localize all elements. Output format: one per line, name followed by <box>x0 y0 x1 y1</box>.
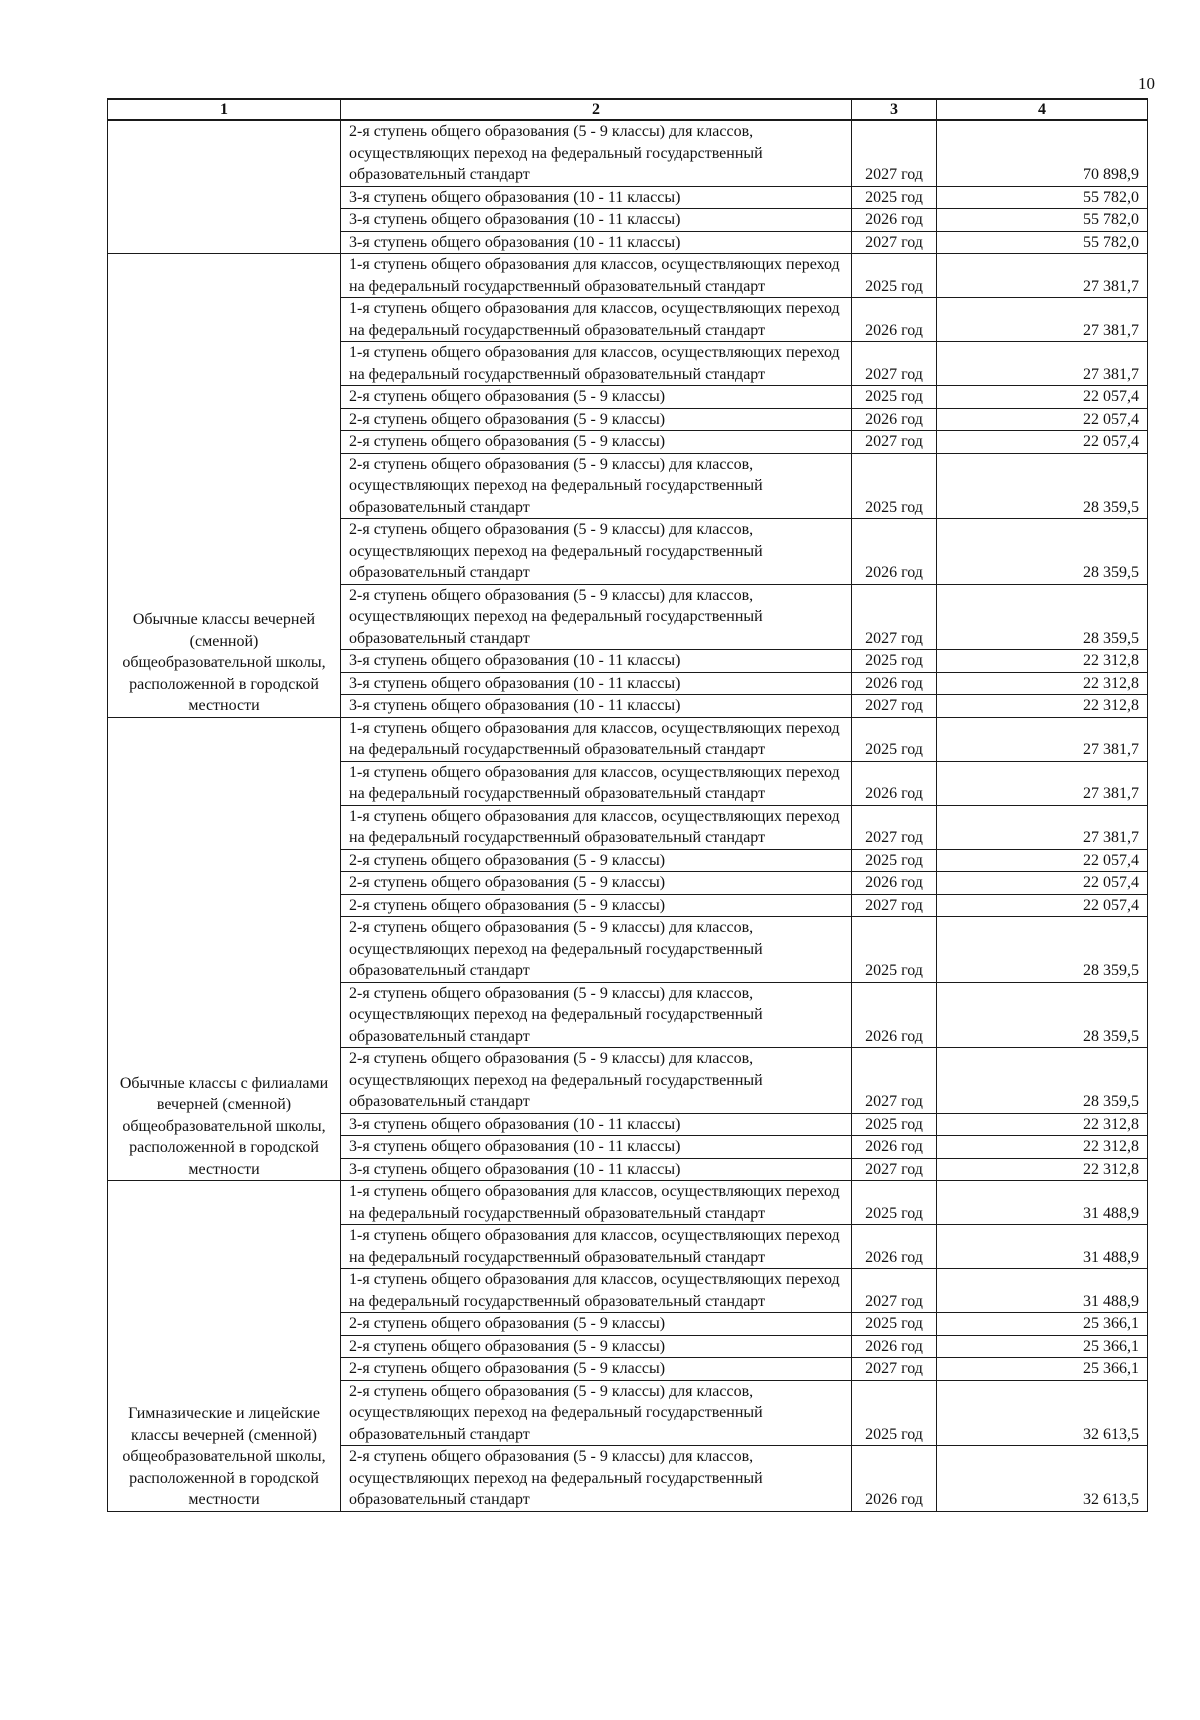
value-cell: 22 312,8 <box>937 695 1148 718</box>
value-cell: 22 057,4 <box>937 872 1148 895</box>
education-level-cell: 2-я ступень общего образования (5 - 9 классы) для классов, осуществляющих переход на федеральный государственный образовательный стандарт <box>341 1380 852 1446</box>
year-cell: 2027 год <box>852 120 937 186</box>
year-cell: 2027 год <box>852 1269 937 1313</box>
year-cell: 2027 год <box>852 695 937 718</box>
year-cell: 2026 год <box>852 408 937 431</box>
value-cell: 22 312,8 <box>937 1158 1148 1181</box>
education-level-cell: 2-я ступень общего образования (5 - 9 классы) для классов, осуществляющих переход на федеральный государственный образовательный стандарт <box>341 519 852 585</box>
education-level-cell: 2-я ступень общего образования (5 - 9 классы) <box>341 408 852 431</box>
value-cell: 70 898,9 <box>937 120 1148 186</box>
year-cell: 2026 год <box>852 1446 937 1512</box>
education-level-cell: 2-я ступень общего образования (5 - 9 классы) <box>341 872 852 895</box>
institution-type-cell <box>108 120 341 254</box>
year-cell: 2026 год <box>852 761 937 805</box>
education-level-cell: 2-я ступень общего образования (5 - 9 классы) для классов, осуществляющих переход на федеральный государственный образовательный стандарт <box>341 120 852 186</box>
value-cell: 25 366,1 <box>937 1358 1148 1381</box>
education-level-cell: 2-я ступень общего образования (5 - 9 классы) <box>341 431 852 454</box>
value-cell: 22 057,4 <box>937 431 1148 454</box>
value-cell: 22 057,4 <box>937 408 1148 431</box>
year-cell: 2025 год <box>852 650 937 673</box>
value-cell: 27 381,7 <box>937 717 1148 761</box>
education-level-cell: 3-я ступень общего образования (10 - 11 классы) <box>341 695 852 718</box>
year-cell: 2027 год <box>852 584 937 650</box>
value-cell: 22 312,8 <box>937 650 1148 673</box>
institution-type-cell: Обычные классы с филиалами вечерней (сменной) общеобразовательной школы, расположенной в городской местности <box>108 717 341 1181</box>
value-cell: 28 359,5 <box>937 584 1148 650</box>
value-cell: 28 359,5 <box>937 453 1148 519</box>
education-level-cell: 2-я ступень общего образования (5 - 9 классы) <box>341 1335 852 1358</box>
value-cell: 27 381,7 <box>937 761 1148 805</box>
value-cell: 27 381,7 <box>937 805 1148 849</box>
value-cell: 25 366,1 <box>937 1335 1148 1358</box>
year-cell: 2025 год <box>852 1113 937 1136</box>
institution-type-cell: Обычные классы вечерней (сменной) общеобразовательной школы, расположенной в городской местности <box>108 254 341 718</box>
header-col-4: 4 <box>937 99 1148 120</box>
education-level-cell: 2-я ступень общего образования (5 - 9 классы) <box>341 849 852 872</box>
value-cell: 22 057,4 <box>937 386 1148 409</box>
education-level-cell: 2-я ступень общего образования (5 - 9 классы) <box>341 386 852 409</box>
header-col-2: 2 <box>341 99 852 120</box>
education-level-cell: 2-я ступень общего образования (5 - 9 классы) для классов, осуществляющих переход на федеральный государственный образовательный стандарт <box>341 1446 852 1512</box>
tariff-table <box>107 98 1148 1512</box>
education-level-cell: 2-я ступень общего образования (5 - 9 классы) для классов, осуществляющих переход на федеральный государственный образовательный стандарт <box>341 453 852 519</box>
education-level-cell: 3-я ступень общего образования (10 - 11 классы) <box>341 1113 852 1136</box>
education-level-cell: 2-я ступень общего образования (5 - 9 классы) для классов, осуществляющих переход на федеральный государственный образовательный стандарт <box>341 1048 852 1114</box>
year-cell: 2025 год <box>852 1181 937 1225</box>
value-cell: 27 381,7 <box>937 298 1148 342</box>
year-cell: 2027 год <box>852 1048 937 1114</box>
year-cell: 2025 год <box>852 453 937 519</box>
education-level-cell: 3-я ступень общего образования (10 - 11 классы) <box>341 231 852 254</box>
value-cell: 28 359,5 <box>937 917 1148 983</box>
year-cell: 2027 год <box>852 805 937 849</box>
value-cell: 28 359,5 <box>937 519 1148 585</box>
year-cell: 2025 год <box>852 849 937 872</box>
value-cell: 28 359,5 <box>937 982 1148 1048</box>
value-cell: 32 613,5 <box>937 1446 1148 1512</box>
page-number: 10 <box>1138 74 1155 93</box>
education-level-cell: 1-я ступень общего образования для классов, осуществляющих переход на федеральный государственный образовательный стандарт <box>341 1225 852 1269</box>
education-level-cell: 2-я ступень общего образования (5 - 9 классы) для классов, осуществляющих переход на федеральный государственный образовательный стандарт <box>341 982 852 1048</box>
table-row <box>108 1181 1148 1225</box>
year-cell: 2026 год <box>852 872 937 895</box>
year-cell: 2025 год <box>852 1313 937 1336</box>
year-cell: 2025 год <box>852 917 937 983</box>
value-cell: 22 312,8 <box>937 1113 1148 1136</box>
education-level-cell: 2-я ступень общего образования (5 - 9 классы) для классов, осуществляющих переход на федеральный государственный образовательный стандарт <box>341 584 852 650</box>
value-cell: 27 381,7 <box>937 342 1148 386</box>
education-level-cell: 3-я ступень общего образования (10 - 11 классы) <box>341 1136 852 1159</box>
year-cell: 2026 год <box>852 209 937 232</box>
table-header <box>108 99 1148 120</box>
year-cell: 2025 год <box>852 1380 937 1446</box>
year-cell: 2027 год <box>852 231 937 254</box>
year-cell: 2027 год <box>852 1158 937 1181</box>
year-cell: 2025 год <box>852 186 937 209</box>
value-cell: 55 782,0 <box>937 186 1148 209</box>
education-level-cell: 1-я ступень общего образования для классов, осуществляющих переход на федеральный государственный образовательный стандарт <box>341 254 852 298</box>
value-cell: 28 359,5 <box>937 1048 1148 1114</box>
value-cell: 25 366,1 <box>937 1313 1148 1336</box>
education-level-cell: 3-я ступень общего образования (10 - 11 классы) <box>341 650 852 673</box>
value-cell: 27 381,7 <box>937 254 1148 298</box>
education-level-cell: 3-я ступень общего образования (10 - 11 классы) <box>341 186 852 209</box>
value-cell: 22 057,4 <box>937 849 1148 872</box>
education-level-cell: 1-я ступень общего образования для классов, осуществляющих переход на федеральный государственный образовательный стандарт <box>341 717 852 761</box>
header-col-3: 3 <box>852 99 937 120</box>
table-body <box>108 120 1148 1511</box>
table-row <box>108 120 1148 186</box>
year-cell: 2027 год <box>852 431 937 454</box>
value-cell: 22 312,8 <box>937 1136 1148 1159</box>
education-level-cell: 1-я ступень общего образования для классов, осуществляющих переход на федеральный государственный образовательный стандарт <box>341 298 852 342</box>
year-cell: 2027 год <box>852 894 937 917</box>
education-level-cell: 2-я ступень общего образования (5 - 9 классы) <box>341 1313 852 1336</box>
value-cell: 31 488,9 <box>937 1181 1148 1225</box>
education-level-cell: 2-я ступень общего образования (5 - 9 классы) для классов, осуществляющих переход на федеральный государственный образовательный стандарт <box>341 917 852 983</box>
year-cell: 2026 год <box>852 1225 937 1269</box>
education-level-cell: 1-я ступень общего образования для классов, осуществляющих переход на федеральный государственный образовательный стандарт <box>341 761 852 805</box>
year-cell: 2025 год <box>852 386 937 409</box>
table-row <box>108 254 1148 298</box>
table-row <box>108 717 1148 761</box>
value-cell: 31 488,9 <box>937 1225 1148 1269</box>
value-cell: 22 312,8 <box>937 672 1148 695</box>
education-level-cell: 2-я ступень общего образования (5 - 9 классы) <box>341 1358 852 1381</box>
year-cell: 2026 год <box>852 982 937 1048</box>
education-level-cell: 2-я ступень общего образования (5 - 9 классы) <box>341 894 852 917</box>
education-level-cell: 1-я ступень общего образования для классов, осуществляющих переход на федеральный государственный образовательный стандарт <box>341 805 852 849</box>
value-cell: 55 782,0 <box>937 209 1148 232</box>
year-cell: 2025 год <box>852 717 937 761</box>
value-cell: 55 782,0 <box>937 231 1148 254</box>
education-level-cell: 1-я ступень общего образования для классов, осуществляющих переход на федеральный государственный образовательный стандарт <box>341 342 852 386</box>
education-level-cell: 3-я ступень общего образования (10 - 11 классы) <box>341 1158 852 1181</box>
year-cell: 2026 год <box>852 298 937 342</box>
year-cell: 2026 год <box>852 1136 937 1159</box>
institution-type-cell: Гимназические и лицейские классы вечерней (сменной) общеобразовательной школы, расположенной в городской местности <box>108 1181 341 1512</box>
year-cell: 2026 год <box>852 519 937 585</box>
value-cell: 32 613,5 <box>937 1380 1148 1446</box>
year-cell: 2027 год <box>852 342 937 386</box>
education-level-cell: 1-я ступень общего образования для классов, осуществляющих переход на федеральный государственный образовательный стандарт <box>341 1269 852 1313</box>
education-level-cell: 3-я ступень общего образования (10 - 11 классы) <box>341 209 852 232</box>
year-cell: 2026 год <box>852 672 937 695</box>
header-col-1: 1 <box>108 99 341 120</box>
education-level-cell: 3-я ступень общего образования (10 - 11 классы) <box>341 672 852 695</box>
year-cell: 2026 год <box>852 1335 937 1358</box>
value-cell: 22 057,4 <box>937 894 1148 917</box>
header-row <box>108 99 1148 120</box>
year-cell: 2025 год <box>852 254 937 298</box>
year-cell: 2027 год <box>852 1358 937 1381</box>
value-cell: 31 488,9 <box>937 1269 1148 1313</box>
education-level-cell: 1-я ступень общего образования для классов, осуществляющих переход на федеральный государственный образовательный стандарт <box>341 1181 852 1225</box>
